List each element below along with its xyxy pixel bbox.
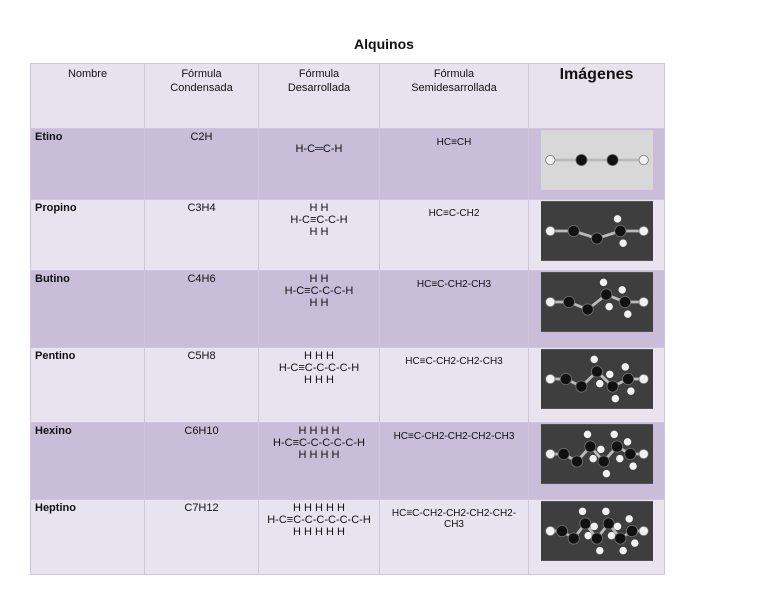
- developed-formula-line: [262, 131, 376, 143]
- semi-developed-formula: HC≡C-CH2-CH2-CH3: [380, 348, 529, 423]
- header-desarrollada: Fórmula Desarrollada: [259, 64, 380, 129]
- developed-formula-line: H-C≡C-C-C-H: [284, 285, 354, 297]
- table-row: [31, 500, 665, 575]
- developed-formula-line: H H H H H: [293, 526, 345, 538]
- heptyne-molecule-model-icon: [541, 501, 653, 561]
- developed-formula: [259, 129, 380, 200]
- semi-developed-formula: HC≡C-CH2: [380, 200, 529, 271]
- condensed-formula: C7H12: [145, 500, 259, 575]
- developed-formula: [259, 271, 380, 348]
- header-condensada: Fórmula Condensada: [145, 64, 259, 129]
- developed-formula-line: [262, 155, 376, 167]
- butyne-molecule-model-icon: [541, 272, 653, 332]
- developed-formula-line: H-C≡C-C-C-C-C-C-H: [267, 514, 371, 526]
- alkyne-name: Heptino: [31, 500, 145, 575]
- condensed-formula: C5H8: [145, 348, 259, 423]
- table-row: [31, 423, 665, 500]
- molecule-image-cell: [529, 271, 665, 348]
- alkyne-name: Hexino: [31, 423, 145, 500]
- header-nombre: Nombre: [31, 64, 145, 129]
- header-imagenes: Imágenes: [529, 64, 665, 129]
- alkynes-table: [30, 63, 665, 575]
- ethyne-molecule-model-icon: [541, 130, 653, 190]
- header-row: [31, 64, 665, 129]
- molecule-image-cell: [529, 500, 665, 575]
- developed-formula-line: H H: [309, 297, 329, 309]
- condensed-formula: C2H: [145, 129, 259, 200]
- semi-developed-formula: HC≡C-CH2-CH2-CH2-CH2-CH3: [380, 500, 529, 575]
- developed-formula-line: H H: [309, 226, 329, 238]
- developed-formula-line: H-C≡C-C-H: [290, 214, 348, 226]
- table-row: [31, 348, 665, 423]
- molecule-image-cell: [529, 423, 665, 500]
- hexyne-molecule-model-icon: [541, 424, 653, 484]
- molecule-image-cell: [529, 129, 665, 200]
- developed-formula-line: H-C═C-H: [295, 143, 343, 155]
- developed-formula-line: H H H H: [298, 425, 340, 437]
- table-row: [31, 129, 665, 200]
- molecule-image-cell: [529, 200, 665, 271]
- developed-formula: [259, 500, 380, 575]
- page-title: Alquinos: [354, 36, 414, 52]
- developed-formula-line: H H H: [304, 374, 334, 386]
- developed-formula-line: H H: [309, 273, 329, 285]
- alkyne-name: Etino: [31, 129, 145, 200]
- alkyne-name: Butino: [31, 271, 145, 348]
- table-row: [31, 200, 665, 271]
- developed-formula-line: H H: [309, 202, 329, 214]
- condensed-formula: C4H6: [145, 271, 259, 348]
- developed-formula-line: H-C≡C-C-C-C-H: [278, 362, 360, 374]
- developed-formula-line: H H H: [304, 350, 334, 362]
- molecule-image-cell: [529, 348, 665, 423]
- propyne-molecule-model-icon: [541, 201, 653, 261]
- table-row: [31, 271, 665, 348]
- pentyne-molecule-model-icon: [541, 349, 653, 409]
- developed-formula-line: H H H H H: [293, 502, 345, 514]
- developed-formula: [259, 348, 380, 423]
- developed-formula-line: H-C≡C-C-C-C-C-H: [273, 437, 365, 449]
- alkyne-name: Propino: [31, 200, 145, 271]
- semi-developed-formula: HC≡C-CH2-CH2-CH2-CH3: [380, 423, 529, 500]
- developed-formula: [259, 423, 380, 500]
- header-semidesarrollada: Fórmula Semidesarrollada: [380, 64, 529, 129]
- semi-developed-formula: HC≡CH: [380, 129, 529, 200]
- developed-formula-line: H H H H: [298, 449, 340, 461]
- alkyne-name: Pentino: [31, 348, 145, 423]
- condensed-formula: C6H10: [145, 423, 259, 500]
- developed-formula: [259, 200, 380, 271]
- semi-developed-formula: HC≡C-CH2-CH3: [380, 271, 529, 348]
- condensed-formula: C3H4: [145, 200, 259, 271]
